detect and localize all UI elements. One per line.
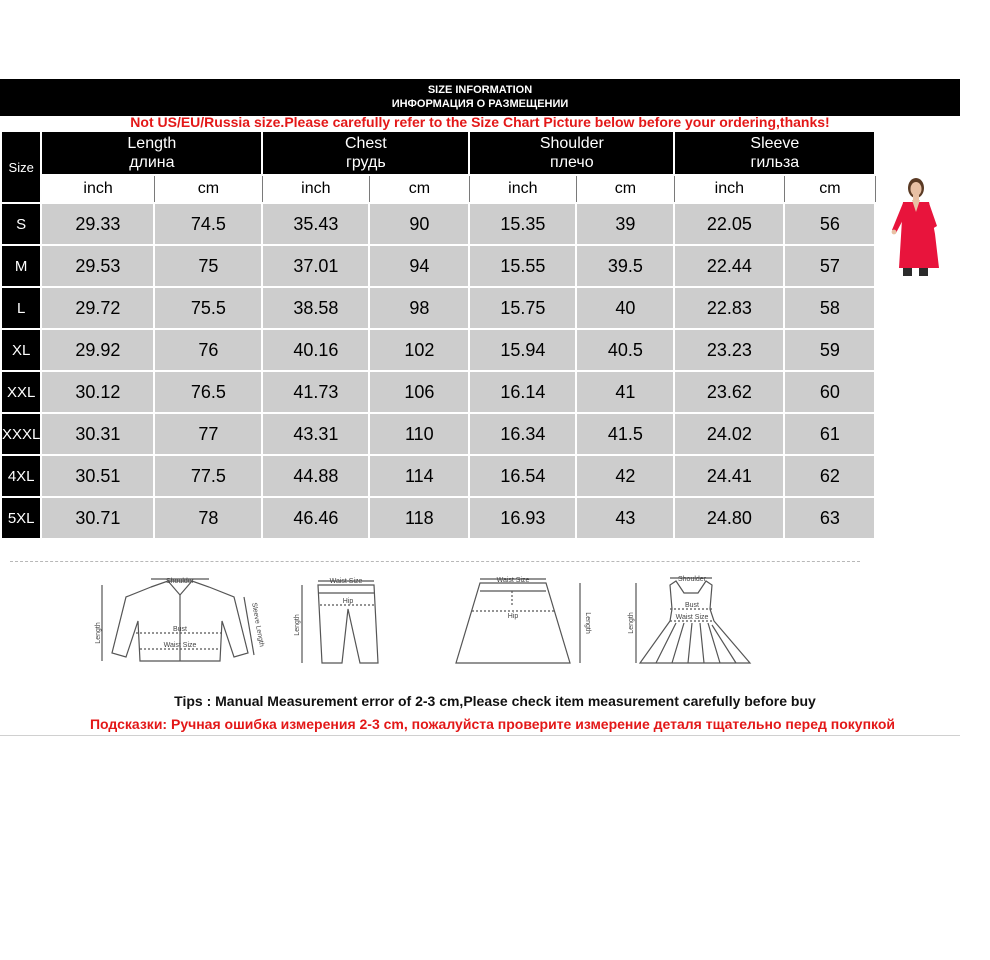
table-cell: 60 <box>784 371 875 413</box>
table-cell: 114 <box>369 455 469 497</box>
section-divider <box>10 561 860 562</box>
table-cell: 75 <box>154 245 262 287</box>
table-cell: 39.5 <box>576 245 674 287</box>
group-label-ru: грудь <box>346 154 386 171</box>
table-cell: 90 <box>369 203 469 245</box>
table-cell: 23.62 <box>674 371 784 413</box>
dress-diagram-icon <box>626 573 756 673</box>
unit-header: inch <box>469 175 576 203</box>
table-cell: 35.43 <box>262 203 369 245</box>
table-cell: 30.71 <box>41 497 154 539</box>
unit-header: cm <box>154 175 262 203</box>
size-label: XXXL <box>1 413 41 455</box>
shirt-bust-label: Bust <box>172 626 188 633</box>
dress-shoulder-label: Shoulder <box>677 576 707 583</box>
table-cell: 102 <box>369 329 469 371</box>
size-information-banner <box>0 79 960 116</box>
table-cell: 23.23 <box>674 329 784 371</box>
dress-bust-label: Bust <box>684 602 700 609</box>
table-cell: 22.05 <box>674 203 784 245</box>
table-cell: 16.34 <box>469 413 576 455</box>
table-cell: 77.5 <box>154 455 262 497</box>
table-cell: 16.14 <box>469 371 576 413</box>
table-cell: 78 <box>154 497 262 539</box>
table-cell: 29.33 <box>41 203 154 245</box>
table-cell: 110 <box>369 413 469 455</box>
table-cell: 94 <box>369 245 469 287</box>
table-cell: 43.31 <box>262 413 369 455</box>
shirt-shoulder-label: Shoulder <box>165 578 195 585</box>
table-cell: 15.94 <box>469 329 576 371</box>
table-cell: 41.73 <box>262 371 369 413</box>
table-cell: 74.5 <box>154 203 262 245</box>
table-cell: 40 <box>576 287 674 329</box>
dress-waist-label: Waist Size <box>675 614 709 621</box>
table-cell: 76 <box>154 329 262 371</box>
table-cell: 46.46 <box>262 497 369 539</box>
size-label: XL <box>1 329 41 371</box>
table-cell: 29.92 <box>41 329 154 371</box>
pants-measurement-diagram <box>290 573 386 673</box>
table-row <box>1 455 875 497</box>
table-row <box>1 245 875 287</box>
table-cell: 59 <box>784 329 875 371</box>
model-photo <box>883 176 960 276</box>
table-cell: 22.83 <box>674 287 784 329</box>
unit-header: cm <box>576 175 674 203</box>
unit-header: inch <box>262 175 369 203</box>
size-label: XXL <box>1 371 41 413</box>
unit-header: inch <box>41 175 154 203</box>
table-cell: 57 <box>784 245 875 287</box>
table-cell: 77 <box>154 413 262 455</box>
group-label-ru: гильза <box>750 154 800 171</box>
table-cell: 29.72 <box>41 287 154 329</box>
pants-waist-label: Waist Size <box>329 578 363 585</box>
table-cell: 30.31 <box>41 413 154 455</box>
table-cell: 24.02 <box>674 413 784 455</box>
tips-russian: Подсказки: Ручная ошибка измерения 2-3 cm, пожалуйста проверите измерение деталя тщательно перед покупкой <box>89 716 896 732</box>
table-cell: 42 <box>576 455 674 497</box>
banner-title-en: SIZE INFORMATION <box>427 84 533 96</box>
table-cell: 43 <box>576 497 674 539</box>
group-header-sleeve <box>674 131 875 175</box>
table-cell: 118 <box>369 497 469 539</box>
unit-header: cm <box>784 175 875 203</box>
group-label-en: Length <box>127 135 177 152</box>
group-header-length <box>41 131 262 175</box>
size-label: L <box>1 287 41 329</box>
table-cell: 39 <box>576 203 674 245</box>
table-cell: 62 <box>784 455 875 497</box>
table-cell: 24.80 <box>674 497 784 539</box>
table-row <box>1 413 875 455</box>
shirt-measurement-diagram <box>96 573 264 673</box>
table-row <box>1 203 875 245</box>
table-cell: 29.53 <box>41 245 154 287</box>
size-label: 5XL <box>1 497 41 539</box>
size-chart-table <box>0 130 876 540</box>
table-cell: 98 <box>369 287 469 329</box>
table-cell: 41 <box>576 371 674 413</box>
table-cell: 16.93 <box>469 497 576 539</box>
table-cell: 40.16 <box>262 329 369 371</box>
table-cell: 15.55 <box>469 245 576 287</box>
skirt-measurement-diagram <box>446 573 596 673</box>
size-warning: Not US/EU/Russia size.Please carefully refer to the Size Chart Picture below before your ordering,thanks! <box>130 114 830 130</box>
shirt-diagram-icon <box>96 573 264 673</box>
shirt-waist-label: Waist Size <box>163 642 197 649</box>
size-label: 4XL <box>1 455 41 497</box>
group-header-shoulder <box>469 131 674 175</box>
table-row <box>1 371 875 413</box>
table-cell: 56 <box>784 203 875 245</box>
table-cell: 106 <box>369 371 469 413</box>
woman-red-blouse-icon <box>883 176 960 276</box>
group-label-ru: длина <box>129 154 175 171</box>
dress-measurement-diagram <box>626 573 756 673</box>
skirt-hip-label: Hip <box>507 613 519 620</box>
unit-header: inch <box>674 175 784 203</box>
shirt-sleeve-label: Sleeve Length <box>250 602 265 648</box>
shirt-length-label: Length <box>95 622 102 644</box>
table-cell: 15.35 <box>469 203 576 245</box>
pants-diagram-icon <box>290 573 386 673</box>
table-cell: 40.5 <box>576 329 674 371</box>
table-cell: 15.75 <box>469 287 576 329</box>
skirt-length-label: Length <box>584 612 591 634</box>
table-cell: 76.5 <box>154 371 262 413</box>
table-cell: 63 <box>784 497 875 539</box>
table-row <box>1 497 875 539</box>
size-label: S <box>1 203 41 245</box>
pants-length-label: Length <box>294 614 301 636</box>
pants-hip-label: Hip <box>342 598 354 605</box>
table-cell: 58 <box>784 287 875 329</box>
group-label-en: Chest <box>344 135 387 152</box>
size-column-header: Size <box>1 131 41 203</box>
table-cell: 44.88 <box>262 455 369 497</box>
group-header-chest <box>262 131 469 175</box>
skirt-diagram-icon <box>446 573 596 673</box>
dress-length-label: Length <box>628 612 635 634</box>
group-label-en: Sleeve <box>750 135 800 152</box>
table-row <box>1 329 875 371</box>
skirt-waist-label: Waist Size <box>496 577 530 584</box>
table-cell: 61 <box>784 413 875 455</box>
group-label-en: Shoulder <box>539 135 604 152</box>
table-cell: 22.44 <box>674 245 784 287</box>
banner-title-ru: ИНФОРМАЦИЯ О РАЗМЕЩЕНИИ <box>391 98 569 110</box>
table-cell: 24.41 <box>674 455 784 497</box>
size-label: M <box>1 245 41 287</box>
group-label-ru: плечо <box>550 154 594 171</box>
unit-header: cm <box>369 175 469 203</box>
table-cell: 30.51 <box>41 455 154 497</box>
table-cell: 37.01 <box>262 245 369 287</box>
table-row <box>1 287 875 329</box>
table-cell: 30.12 <box>41 371 154 413</box>
table-cell: 41.5 <box>576 413 674 455</box>
bottom-divider <box>0 735 960 736</box>
table-cell: 16.54 <box>469 455 576 497</box>
table-cell: 75.5 <box>154 287 262 329</box>
tips-english: Tips : Manual Measurement error of 2-3 cm,Please check item measurement carefully before buy <box>174 693 816 709</box>
table-cell: 38.58 <box>262 287 369 329</box>
